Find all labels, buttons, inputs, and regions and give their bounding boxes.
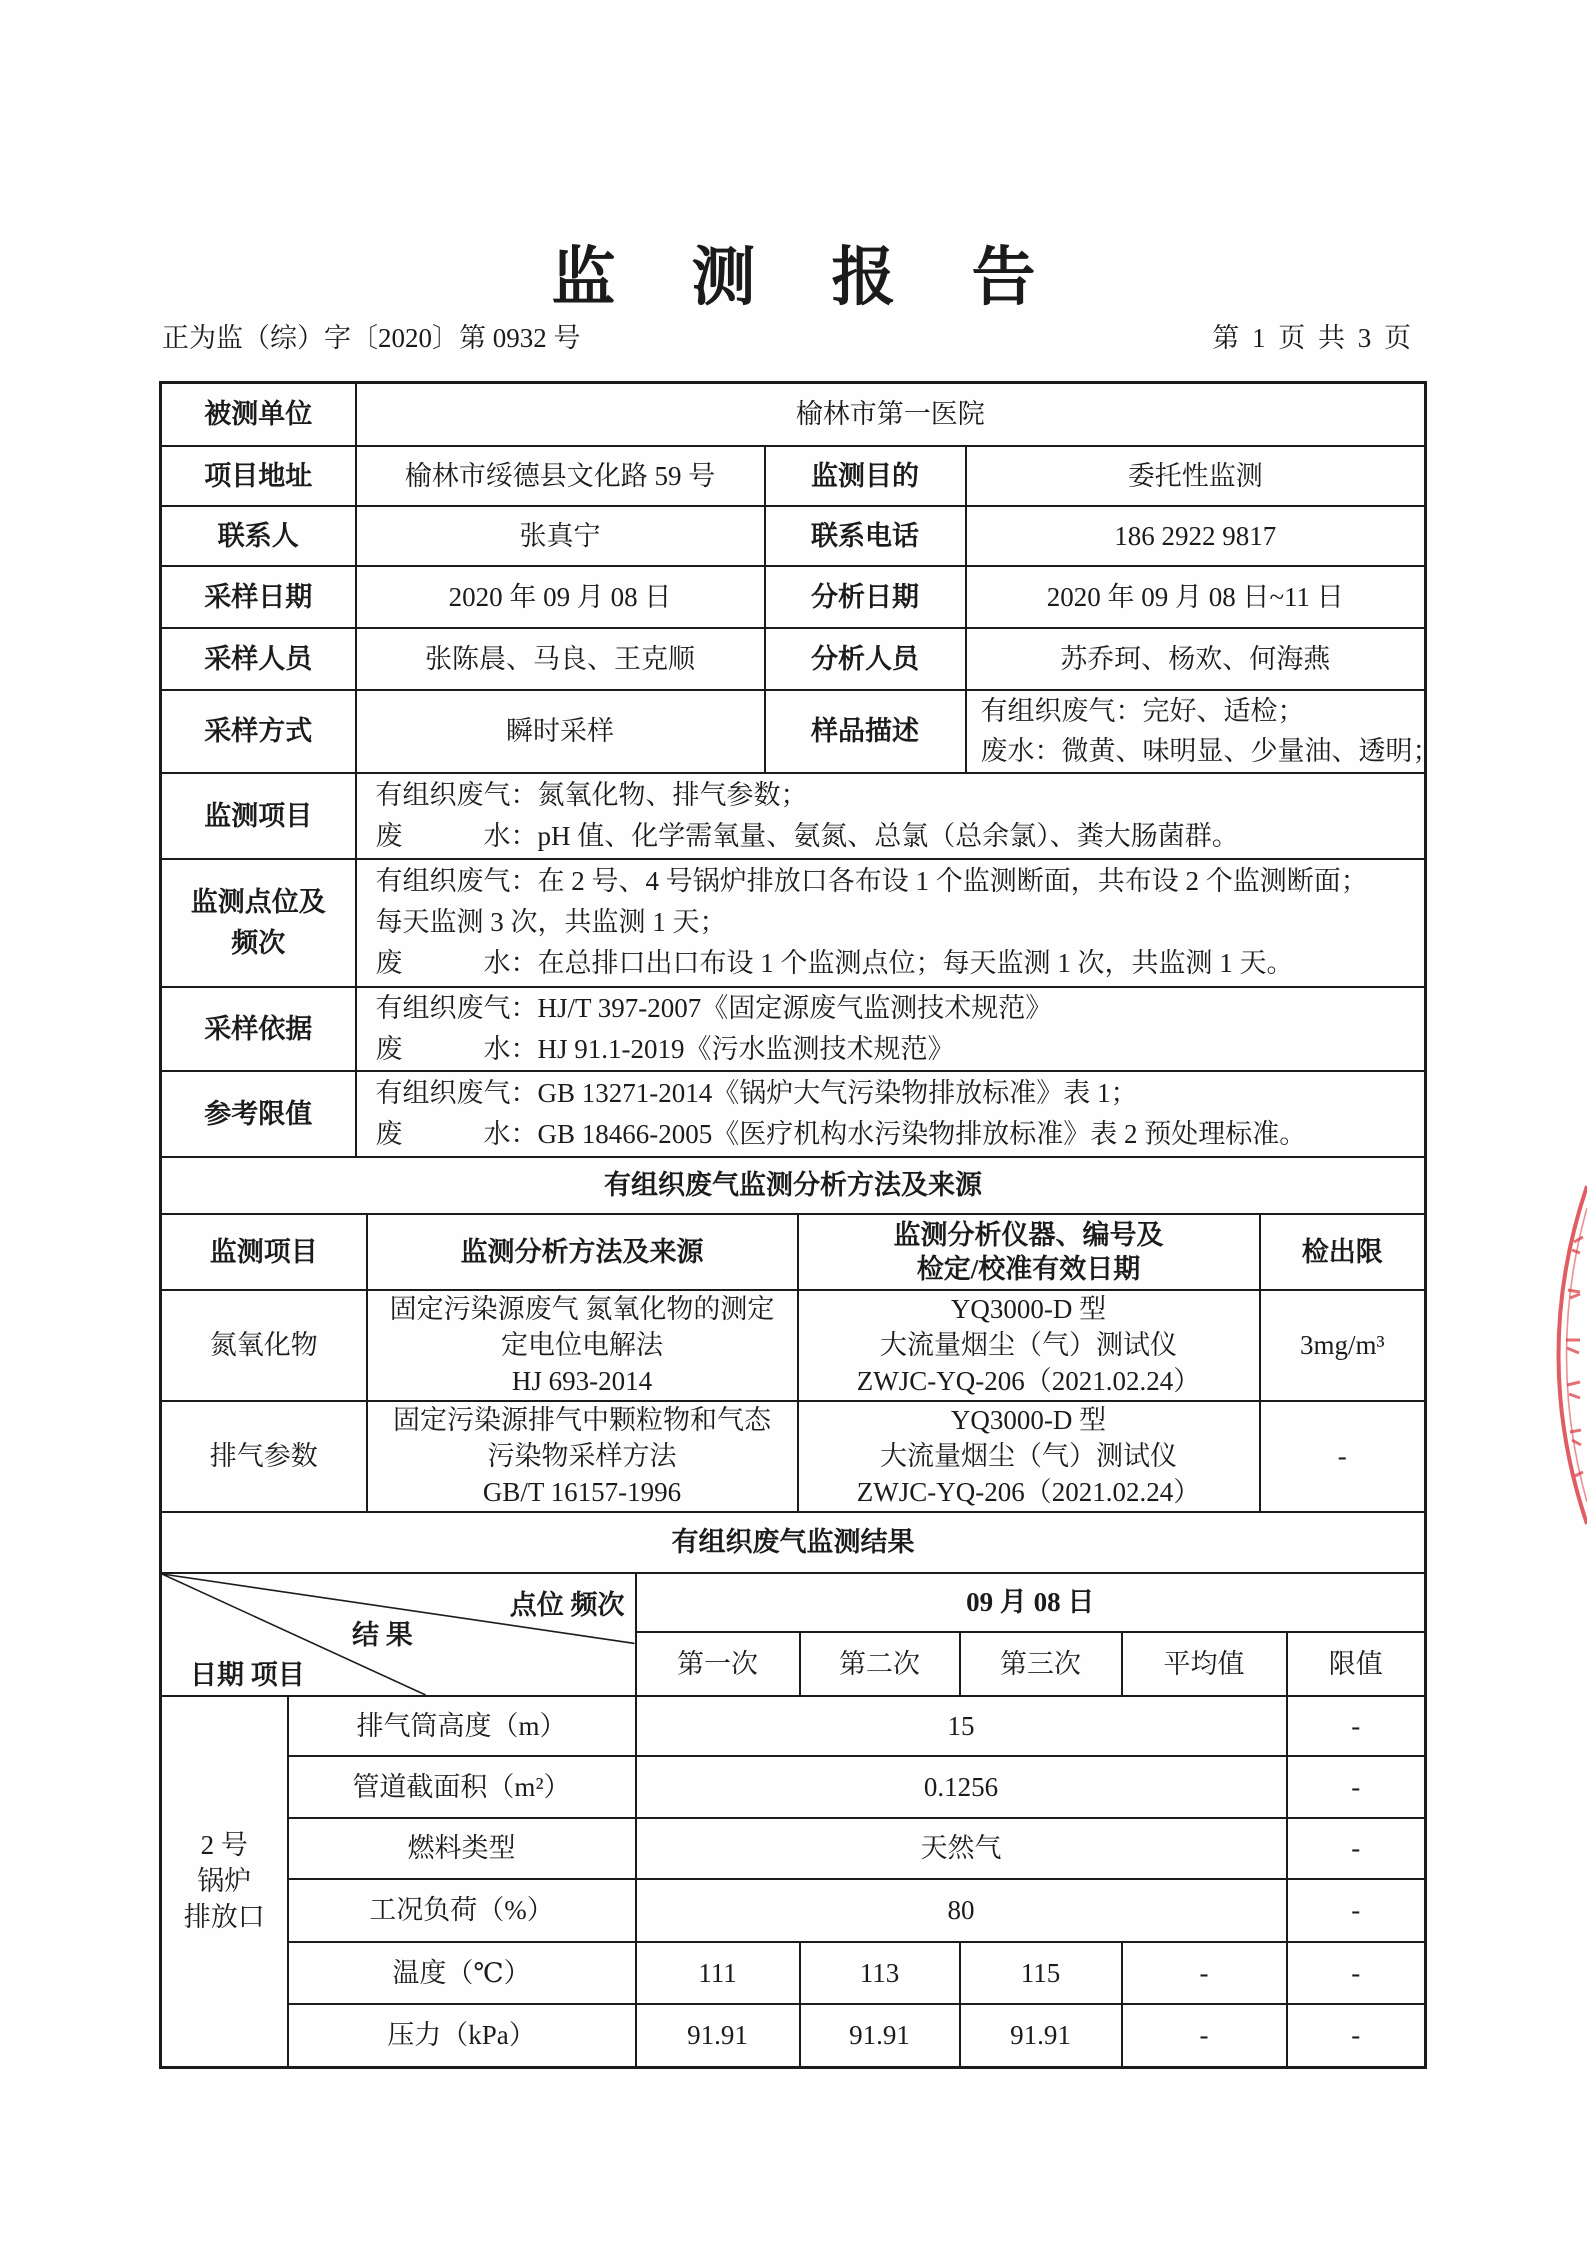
sampling-method-label: 采样方式: [161, 690, 356, 773]
head-line: 监测分析仪器、编号及: [893, 1219, 1164, 1250]
method-standard: [367, 1401, 798, 1512]
results-table: [159, 1574, 1427, 2070]
sample-desc-line: 废水：微黄、味明显、少量油、透明；: [980, 736, 1440, 766]
head-line: 检定/校准有效日期: [916, 1253, 1141, 1284]
address-label: 项目地址: [161, 446, 356, 506]
basis-value: [356, 987, 1426, 1071]
analysts-label: 分析人员: [765, 628, 966, 690]
row-limits: [161, 1071, 1426, 1157]
basic-info-table: [159, 381, 1440, 1215]
result-average: -: [1122, 1942, 1287, 2004]
method-line: GB/T 16157-1996: [482, 1477, 682, 1507]
basis-label: 采样依据: [161, 987, 356, 1071]
report-tables: [159, 381, 1440, 2069]
analysis-date-value: 2020 年 09 月 08 日~11 日: [966, 566, 1426, 628]
location-line: 2 号: [200, 1830, 248, 1861]
result-item: 燃料类型: [288, 1818, 636, 1879]
result-row: [161, 1942, 1426, 2004]
row-points: [161, 859, 1426, 987]
corner-label-result: 结 果: [352, 1619, 413, 1650]
result-row: [161, 2004, 1426, 2068]
methods-table: [159, 1215, 1427, 1574]
location-line: 锅炉: [197, 1866, 252, 1897]
method-line: 污染物采样方法: [487, 1441, 677, 1471]
line-text: ：pH 值、化学需氧量、氨氮、总氯（总余氯）、粪大肠菌群。: [510, 820, 1239, 851]
result-item: 管道截面积（m²）: [288, 1756, 636, 1818]
corner-header-cell: [161, 1574, 636, 1696]
row-items: [161, 773, 1426, 859]
line-text: ：HJ/T 397-2007《固定源废气监测技术规范》: [510, 992, 1053, 1023]
result-value: 15: [636, 1696, 1287, 1756]
instrument-line: ZWJC-YQ-206（2021.02.24）: [856, 1366, 1201, 1396]
row-sampling-method: [161, 690, 1426, 773]
corner-label-date-item: 日期 项目: [190, 1659, 305, 1690]
result-limit: -: [1287, 1879, 1426, 1942]
method-instrument: [798, 1290, 1260, 1401]
instrument-line: 大流量烟尘（气）测试仪: [880, 1330, 1177, 1360]
purpose-value: 委托性监测: [966, 446, 1426, 506]
result-value-second: 91.91: [800, 2004, 960, 2068]
method-line: 定电位电解法: [501, 1330, 663, 1360]
result-value-third: 91.91: [960, 2004, 1122, 2068]
analysis-date-label: 分析日期: [765, 566, 966, 628]
result-value-first: 91.91: [636, 2004, 800, 2068]
points-line: [376, 861, 1425, 902]
col-first: 第一次: [636, 1632, 800, 1696]
purpose-label: 监测目的: [765, 446, 966, 506]
instrument-line: YQ3000-D 型: [950, 1294, 1107, 1324]
limits-value: [356, 1071, 1426, 1157]
line-prefix: 有组织废气: [375, 866, 511, 896]
row-results-section-title: [161, 1512, 1426, 1573]
methods-row: [161, 1401, 1426, 1512]
method-item: 排气参数: [161, 1401, 367, 1512]
phone-value: 186 2922 9817: [966, 506, 1426, 566]
method-line: 固定污染源排气中颗粒物和气态: [393, 1405, 771, 1435]
line-text: ：GB 13271-2014《锅炉大气污染物排放标准》表 1；: [510, 1077, 1138, 1108]
points-line: 每天监测 3 次，共监测 1 天；: [375, 907, 727, 937]
points-line: [376, 943, 1425, 984]
points-label: [161, 859, 356, 987]
phone-label: 联系电话: [765, 506, 966, 566]
limits-line: [376, 1073, 1425, 1114]
contact-label: 联系人: [161, 506, 356, 566]
result-average: -: [1122, 2004, 1287, 2068]
points-label-line: 监测点位及: [190, 886, 326, 917]
items-label: 监测项目: [161, 773, 356, 859]
method-detection-limit: 3mg/m³: [1260, 1290, 1426, 1401]
methods-section-title: 有组织废气监测分析方法及来源: [161, 1157, 1426, 1214]
result-value: 天然气: [636, 1818, 1287, 1879]
line-text: ：在 2 号、4 号锅炉排放口各布设 1 个监测断面，共布设 2 个监测断面；: [510, 866, 1368, 896]
result-row: [161, 1818, 1426, 1879]
row-contact: [161, 506, 1426, 566]
line-text: ：HJ 91.1-2019《污水监测技术规范》: [510, 1033, 955, 1064]
result-item: 排气筒高度（m）: [288, 1696, 636, 1756]
instrument-line: YQ3000-D 型: [950, 1405, 1107, 1435]
items-line: [376, 775, 1425, 816]
analysts-value: 苏乔珂、杨欢、何海燕: [966, 628, 1426, 690]
instrument-line: 大流量烟尘（气）测试仪: [880, 1441, 1177, 1471]
line-prefix: 有组织废气: [375, 1077, 511, 1108]
col-average: 平均值: [1122, 1632, 1287, 1696]
result-value-second: 113: [800, 1942, 960, 2004]
report-title: 监 测 报 告: [551, 242, 1066, 313]
result-item: 压力（kPa）: [288, 2004, 636, 2068]
items-value: [356, 773, 1426, 859]
result-value: 0.1256: [636, 1756, 1287, 1818]
unit-label: 被测单位: [161, 383, 356, 446]
result-row: [161, 1879, 1426, 1942]
result-limit: -: [1287, 1818, 1426, 1879]
result-item: 温度（℃）: [288, 1942, 636, 2004]
sampling-date-label: 采样日期: [161, 566, 356, 628]
line-text: ：氮氧化物、排气参数；: [510, 779, 808, 810]
result-value-third: 115: [960, 1942, 1122, 2004]
row-dates: [161, 566, 1426, 628]
line-prefix: 有组织废气: [375, 992, 511, 1023]
items-line: [376, 816, 1425, 857]
points-label-line: 频次: [231, 927, 286, 958]
line-prefix: 废 水: [375, 820, 511, 851]
col-third: 第三次: [960, 1632, 1122, 1696]
results-section-title: 有组织废气监测结果: [161, 1512, 1426, 1573]
row-staff: [161, 628, 1426, 690]
sample-desc-line: 有组织废气：完好、适检；: [980, 696, 1305, 726]
location-cell: [161, 1696, 288, 2068]
report-number: 正为监（综）字〔2020〕第 0932 号: [162, 323, 581, 353]
line-prefix: 废 水: [375, 1118, 511, 1149]
results-header-row-date: [161, 1574, 1426, 1632]
result-row: [161, 1696, 1426, 1756]
unit-value: 榆林市第一医院: [356, 383, 1426, 446]
result-limit: -: [1287, 1696, 1426, 1756]
results-date: 09 月 08 日: [636, 1574, 1426, 1632]
methods-head-instrument: [798, 1215, 1260, 1290]
result-row: [161, 1756, 1426, 1818]
limits-label: 参考限值: [161, 1071, 356, 1157]
samplers-label: 采样人员: [161, 628, 356, 690]
method-line: HJ 693-2014: [511, 1366, 653, 1396]
method-standard: [367, 1290, 798, 1401]
method-detection-limit: -: [1260, 1401, 1426, 1512]
result-limit: -: [1287, 1756, 1426, 1818]
corner-label-point-frequency: 点位 频次: [509, 1589, 625, 1620]
method-line: 固定污染源废气 氮氧化物的测定: [389, 1294, 775, 1324]
contact-value: 张真宁: [356, 506, 765, 566]
result-value: 80: [636, 1879, 1287, 1942]
line-prefix: 有组织废气: [375, 779, 511, 810]
methods-row: [161, 1290, 1426, 1401]
method-instrument: [798, 1401, 1260, 1512]
sample-desc-value: [966, 690, 1440, 773]
result-limit: -: [1287, 1942, 1426, 2004]
col-limit: 限值: [1287, 1632, 1426, 1696]
result-item: 工况负荷（%）: [288, 1879, 636, 1942]
row-methods-section-title: [161, 1157, 1426, 1214]
page-indicator: 第 1 页 共 3 页: [1212, 323, 1411, 353]
result-limit: -: [1287, 2004, 1426, 2068]
line-text: ：在总排口出口布设 1 个监测点位；每天监测 1 次，共监测 1 天。: [510, 948, 1294, 978]
location-line: 排放口: [183, 1902, 265, 1933]
address-value: 榆林市绥德县文化路 59 号: [356, 446, 765, 506]
line-text: ：GB 18466-2005《医疗机构水污染物排放标准》表 2 预处理标准。: [510, 1118, 1307, 1149]
sampling-method-value: 瞬时采样: [356, 690, 765, 773]
line-prefix: 废 水: [375, 1033, 511, 1064]
row-address: [161, 446, 1426, 506]
line-prefix: 废 水: [375, 948, 511, 978]
methods-header-row: [161, 1215, 1426, 1290]
methods-head-method: 监测分析方法及来源: [367, 1215, 798, 1290]
limits-line: [376, 1114, 1425, 1155]
row-basis: [161, 987, 1426, 1071]
row-unit: [161, 383, 1426, 446]
basis-line: [376, 1029, 1425, 1070]
basis-line: [376, 988, 1425, 1029]
sampling-date-value: 2020 年 09 月 08 日: [356, 566, 765, 628]
method-item: 氮氧化物: [161, 1290, 367, 1401]
methods-head-limit: 检出限: [1260, 1215, 1426, 1290]
result-value-first: 111: [636, 1942, 800, 2004]
instrument-line: ZWJC-YQ-206（2021.02.24）: [856, 1477, 1201, 1507]
methods-head-item: 监测项目: [161, 1215, 367, 1290]
seal-stamp-fragment: [1530, 1180, 1587, 1530]
samplers-value: 张陈晨、马良、王克顺: [356, 628, 765, 690]
sample-desc-label: 样品描述: [765, 690, 966, 773]
col-second: 第二次: [800, 1632, 960, 1696]
points-value: [356, 859, 1426, 987]
